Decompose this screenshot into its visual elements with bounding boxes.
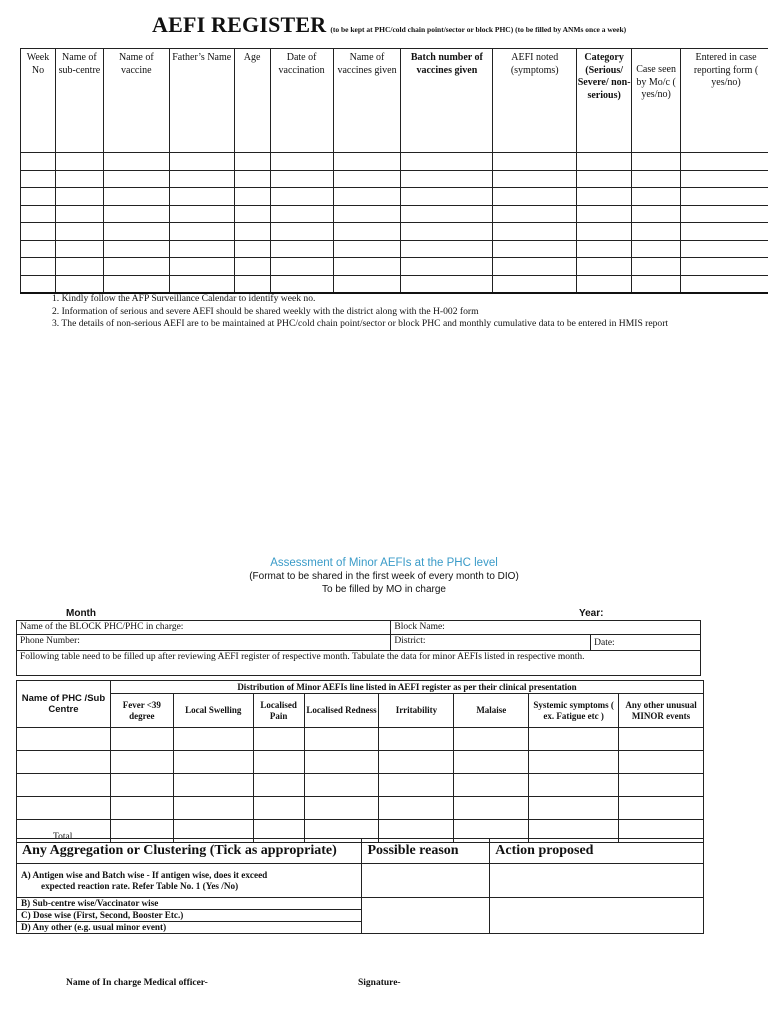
table-cell[interactable]: [577, 275, 632, 293]
table-cell[interactable]: [333, 170, 401, 188]
col-age: Age: [234, 49, 270, 153]
table-cell[interactable]: [103, 205, 169, 223]
table-cell[interactable]: [401, 170, 493, 188]
col-aggregation: Any Aggregation or Clustering (Tick as appropriate): [17, 839, 362, 864]
table-cell[interactable]: [490, 898, 704, 934]
table-cell[interactable]: [681, 153, 768, 171]
col-malaise: Malaise: [454, 694, 529, 728]
table-cell[interactable]: [681, 188, 768, 206]
col-localised-pain: Localised Pain: [253, 694, 304, 728]
date-field[interactable]: Date:: [591, 635, 701, 651]
table-cell[interactable]: [173, 751, 253, 774]
table-cell[interactable]: [21, 223, 56, 241]
month-label: Month: [66, 608, 96, 619]
table-cell[interactable]: [21, 258, 56, 276]
col-fathers-name: Father’s Name: [169, 49, 234, 153]
table-cell[interactable]: [632, 153, 681, 171]
table-cell[interactable]: [234, 188, 270, 206]
table-cell[interactable]: [619, 751, 704, 774]
table-cell[interactable]: [103, 188, 169, 206]
table-cell[interactable]: [169, 258, 234, 276]
table-cell[interactable]: [173, 797, 253, 820]
table-cell[interactable]: [103, 153, 169, 171]
minor-body: [17, 728, 704, 820]
table-cell[interactable]: [270, 170, 333, 188]
table-cell[interactable]: [454, 797, 529, 820]
table-cell[interactable]: [333, 188, 401, 206]
table-cell[interactable]: [110, 751, 173, 774]
note-line: 3. The details of non-serious AEFI are to be maintained at PHC/cold chain point/sector or block PHC and monthly cumulative data to be entered in HMIS report: [52, 318, 669, 329]
table-cell[interactable]: [379, 751, 454, 774]
assessment-filled-by: To be filled by MO in charge: [322, 583, 446, 595]
row-any-other: D) Any other (e.g. usual minor event): [17, 922, 362, 934]
assessment-format-note: (Format to be shared in the first week of every month to DIO): [249, 571, 519, 582]
table-cell[interactable]: [619, 797, 704, 820]
table-cell[interactable]: [234, 275, 270, 293]
table-cell[interactable]: [110, 728, 173, 751]
table-cell[interactable]: [169, 205, 234, 223]
note-line: 1. Kindly follow the AFP Surveillance Calendar to identify week no.: [52, 293, 316, 304]
table-cell[interactable]: [21, 170, 56, 188]
minor-row: [17, 751, 704, 774]
note-line: 2. Information of serious and severe AEFI should be shared weekly with the district along with the H-002 form: [52, 305, 479, 317]
phc-info-table: [16, 620, 701, 676]
table-cell[interactable]: [529, 751, 619, 774]
table-cell[interactable]: [379, 774, 454, 797]
table-cell[interactable]: [632, 223, 681, 241]
table-cell[interactable]: [493, 258, 577, 276]
table-cell[interactable]: [17, 774, 111, 797]
register-row: [21, 223, 768, 241]
table-cell[interactable]: [21, 205, 56, 223]
col-possible-reason: Possible reason: [362, 839, 490, 864]
register-row: [21, 188, 768, 206]
col-fever: Fever <39 degree: [110, 694, 173, 728]
table-cell[interactable]: [401, 240, 493, 258]
table-cell[interactable]: [493, 240, 577, 258]
table-cell[interactable]: [632, 240, 681, 258]
table-cell[interactable]: [493, 170, 577, 188]
table-cell[interactable]: [454, 728, 529, 751]
table-cell[interactable]: [270, 205, 333, 223]
table-cell[interactable]: [21, 275, 56, 293]
table-cell[interactable]: [577, 258, 632, 276]
table-cell[interactable]: [401, 153, 493, 171]
table-cell[interactable]: [577, 240, 632, 258]
phone-number-field[interactable]: Phone Number:: [17, 635, 391, 651]
col-entered-form: Entered in case reporting form ( yes/no): [681, 49, 768, 153]
instruction-text: Following table need to be filled up after reviewing AEFI register of respective month. Tabulate the data for minor AEFIs listed in respective month.: [17, 651, 701, 676]
table-cell[interactable]: [379, 728, 454, 751]
table-cell[interactable]: [529, 728, 619, 751]
register-row: [21, 153, 768, 171]
table-cell[interactable]: [55, 188, 103, 206]
table-cell[interactable]: [619, 774, 704, 797]
row-antigen-batch: [17, 864, 362, 898]
table-cell[interactable]: [103, 258, 169, 276]
table-cell[interactable]: [173, 774, 253, 797]
register-row: [21, 258, 768, 276]
table-cell[interactable]: [333, 275, 401, 293]
table-cell[interactable]: [103, 223, 169, 241]
table-cell[interactable]: [21, 153, 56, 171]
table-cell[interactable]: [55, 223, 103, 241]
register-notes: [52, 293, 732, 331]
table-cell[interactable]: [110, 774, 173, 797]
table-cell[interactable]: [55, 205, 103, 223]
table-cell[interactable]: [169, 240, 234, 258]
minor-row: [17, 774, 704, 797]
table-cell[interactable]: [362, 898, 490, 934]
table-cell[interactable]: [454, 751, 529, 774]
table-cell[interactable]: [169, 275, 234, 293]
table-cell[interactable]: [110, 797, 173, 820]
table-cell[interactable]: [103, 275, 169, 293]
table-cell[interactable]: [55, 153, 103, 171]
district-field[interactable]: District:: [391, 635, 591, 651]
table-cell[interactable]: [17, 728, 111, 751]
table-cell[interactable]: [55, 170, 103, 188]
table-cell[interactable]: [681, 275, 768, 293]
col-category: Category (Serious/ Severe/ non-serious): [577, 49, 632, 153]
table-cell[interactable]: [55, 240, 103, 258]
table-cell[interactable]: [103, 240, 169, 258]
table-cell[interactable]: [632, 205, 681, 223]
table-cell[interactable]: [333, 240, 401, 258]
register-row: [21, 240, 768, 258]
table-cell[interactable]: [681, 240, 768, 258]
table-cell[interactable]: [681, 223, 768, 241]
table-cell[interactable]: [17, 797, 111, 820]
table-cell[interactable]: [681, 170, 768, 188]
table-cell[interactable]: [55, 275, 103, 293]
register-row: [21, 275, 768, 293]
register-row: [21, 205, 768, 223]
total-label: Total: [17, 820, 111, 843]
table-cell[interactable]: [577, 170, 632, 188]
col-any-other: Any other unusual MINOR events: [619, 694, 704, 728]
col-batch-number: Batch number of vaccines given: [401, 49, 493, 153]
table-cell[interactable]: [253, 751, 304, 774]
register-title: AEFI REGISTER: [152, 12, 327, 37]
table-cell[interactable]: [234, 258, 270, 276]
col-date-vaccination: Date of vaccination: [270, 49, 333, 153]
register-title-note: (to be kept at PHC/cold chain point/sector or block PHC) (to be filled by ANMs once a week): [330, 25, 627, 34]
register-title-row: [152, 12, 626, 38]
table-cell[interactable]: [362, 864, 490, 898]
table-cell[interactable]: [577, 223, 632, 241]
table-cell[interactable]: [270, 188, 333, 206]
col-phc-sub-centre: Name of PHC /Sub Centre: [17, 681, 111, 728]
table-cell[interactable]: [304, 751, 379, 774]
table-cell[interactable]: [333, 223, 401, 241]
row-antigen-line1: A) Antigen wise and Batch wise - If antigen wise, does it exceed: [21, 869, 268, 880]
assessment-heading: [0, 556, 768, 596]
table-cell[interactable]: [270, 153, 333, 171]
table-cell[interactable]: [270, 223, 333, 241]
table-cell[interactable]: [234, 153, 270, 171]
col-aefi-noted: AEFI noted (symptoms): [493, 49, 577, 153]
table-cell[interactable]: [234, 170, 270, 188]
table-cell[interactable]: [21, 240, 56, 258]
table-cell[interactable]: [632, 258, 681, 276]
table-cell[interactable]: [270, 258, 333, 276]
table-cell[interactable]: [401, 188, 493, 206]
table-cell[interactable]: [454, 774, 529, 797]
table-cell[interactable]: [401, 275, 493, 293]
table-cell[interactable]: [490, 864, 704, 898]
table-cell[interactable]: [529, 774, 619, 797]
table-cell[interactable]: [55, 258, 103, 276]
table-cell[interactable]: [103, 170, 169, 188]
table-cell[interactable]: [169, 170, 234, 188]
table-cell[interactable]: [632, 275, 681, 293]
col-vaccines-given: Name of vaccines given: [333, 49, 401, 153]
table-cell[interactable]: [304, 797, 379, 820]
table-cell[interactable]: [619, 728, 704, 751]
year-label: Year:: [579, 608, 604, 619]
table-cell[interactable]: [493, 188, 577, 206]
col-case-seen: Case seen by Mo/c ( yes/no): [632, 49, 681, 153]
row-dose-wise: C) Dose wise (First, Second, Booster Etc.): [17, 910, 362, 922]
table-cell[interactable]: [681, 205, 768, 223]
minor-row: [17, 797, 704, 820]
col-action-proposed: Action proposed: [490, 839, 704, 864]
assessment-title: Assessment of Minor AEFIs at the PHC level: [270, 557, 498, 569]
table-cell[interactable]: [379, 797, 454, 820]
minor-aefi-table: [16, 680, 704, 843]
table-cell[interactable]: [234, 223, 270, 241]
table-cell[interactable]: [17, 751, 111, 774]
row-antigen-line2: expected reaction rate. Refer Table No. 1 (Yes /No): [41, 880, 239, 891]
table-cell[interactable]: [681, 258, 768, 276]
table-cell[interactable]: [21, 188, 56, 206]
row-sub-centre: B) Sub-centre wise/Vaccinator wise: [17, 898, 362, 910]
table-cell[interactable]: [253, 797, 304, 820]
table-cell[interactable]: [169, 153, 234, 171]
block-phc-field[interactable]: Name of the BLOCK PHC/PHC in charge:: [17, 621, 391, 635]
col-irritability: Irritability: [379, 694, 454, 728]
table-cell[interactable]: [577, 188, 632, 206]
table-cell[interactable]: [270, 275, 333, 293]
table-cell[interactable]: [493, 275, 577, 293]
table-cell[interactable]: [632, 170, 681, 188]
register-header-row: [21, 49, 768, 153]
table-cell[interactable]: [577, 205, 632, 223]
minor-row: [17, 728, 704, 751]
table-cell[interactable]: [253, 774, 304, 797]
table-cell[interactable]: [169, 188, 234, 206]
officer-name-label: Name of In charge Medical officer-: [66, 978, 208, 988]
table-cell[interactable]: [401, 258, 493, 276]
table-cell[interactable]: [333, 258, 401, 276]
table-cell[interactable]: [304, 728, 379, 751]
register-body: [21, 153, 768, 294]
distribution-group-header: Distribution of Minor AEFIs line listed in AEFI register as per their clinical presentation: [110, 681, 703, 694]
signature-label: Signature-: [358, 978, 401, 988]
table-cell[interactable]: [169, 223, 234, 241]
clustering-table: [16, 838, 704, 934]
table-cell[interactable]: [401, 205, 493, 223]
table-cell[interactable]: [493, 223, 577, 241]
table-cell[interactable]: [493, 205, 577, 223]
table-cell[interactable]: [173, 728, 253, 751]
col-week-no: Week No: [21, 49, 56, 153]
col-systemic-symptoms: Systemic symptoms ( ex. Fatigue etc ): [529, 694, 619, 728]
block-name-field[interactable]: Block Name:: [391, 621, 701, 635]
table-cell[interactable]: [493, 153, 577, 171]
table-cell[interactable]: [632, 188, 681, 206]
table-cell[interactable]: [234, 205, 270, 223]
register-row: [21, 170, 768, 188]
col-localised-redness: Localised Redness: [304, 694, 379, 728]
table-cell[interactable]: [234, 240, 270, 258]
table-cell[interactable]: [304, 774, 379, 797]
table-cell[interactable]: [333, 153, 401, 171]
col-sub-centre: Name of sub-centre: [55, 49, 103, 153]
table-cell[interactable]: [577, 153, 632, 171]
table-cell[interactable]: [529, 797, 619, 820]
table-cell[interactable]: [253, 728, 304, 751]
table-cell[interactable]: [333, 205, 401, 223]
table-cell[interactable]: [270, 240, 333, 258]
col-local-swelling: Local Swelling: [173, 694, 253, 728]
table-cell[interactable]: [401, 223, 493, 241]
col-vaccine: Name of vaccine: [103, 49, 169, 153]
aefi-register-table: [20, 48, 768, 294]
